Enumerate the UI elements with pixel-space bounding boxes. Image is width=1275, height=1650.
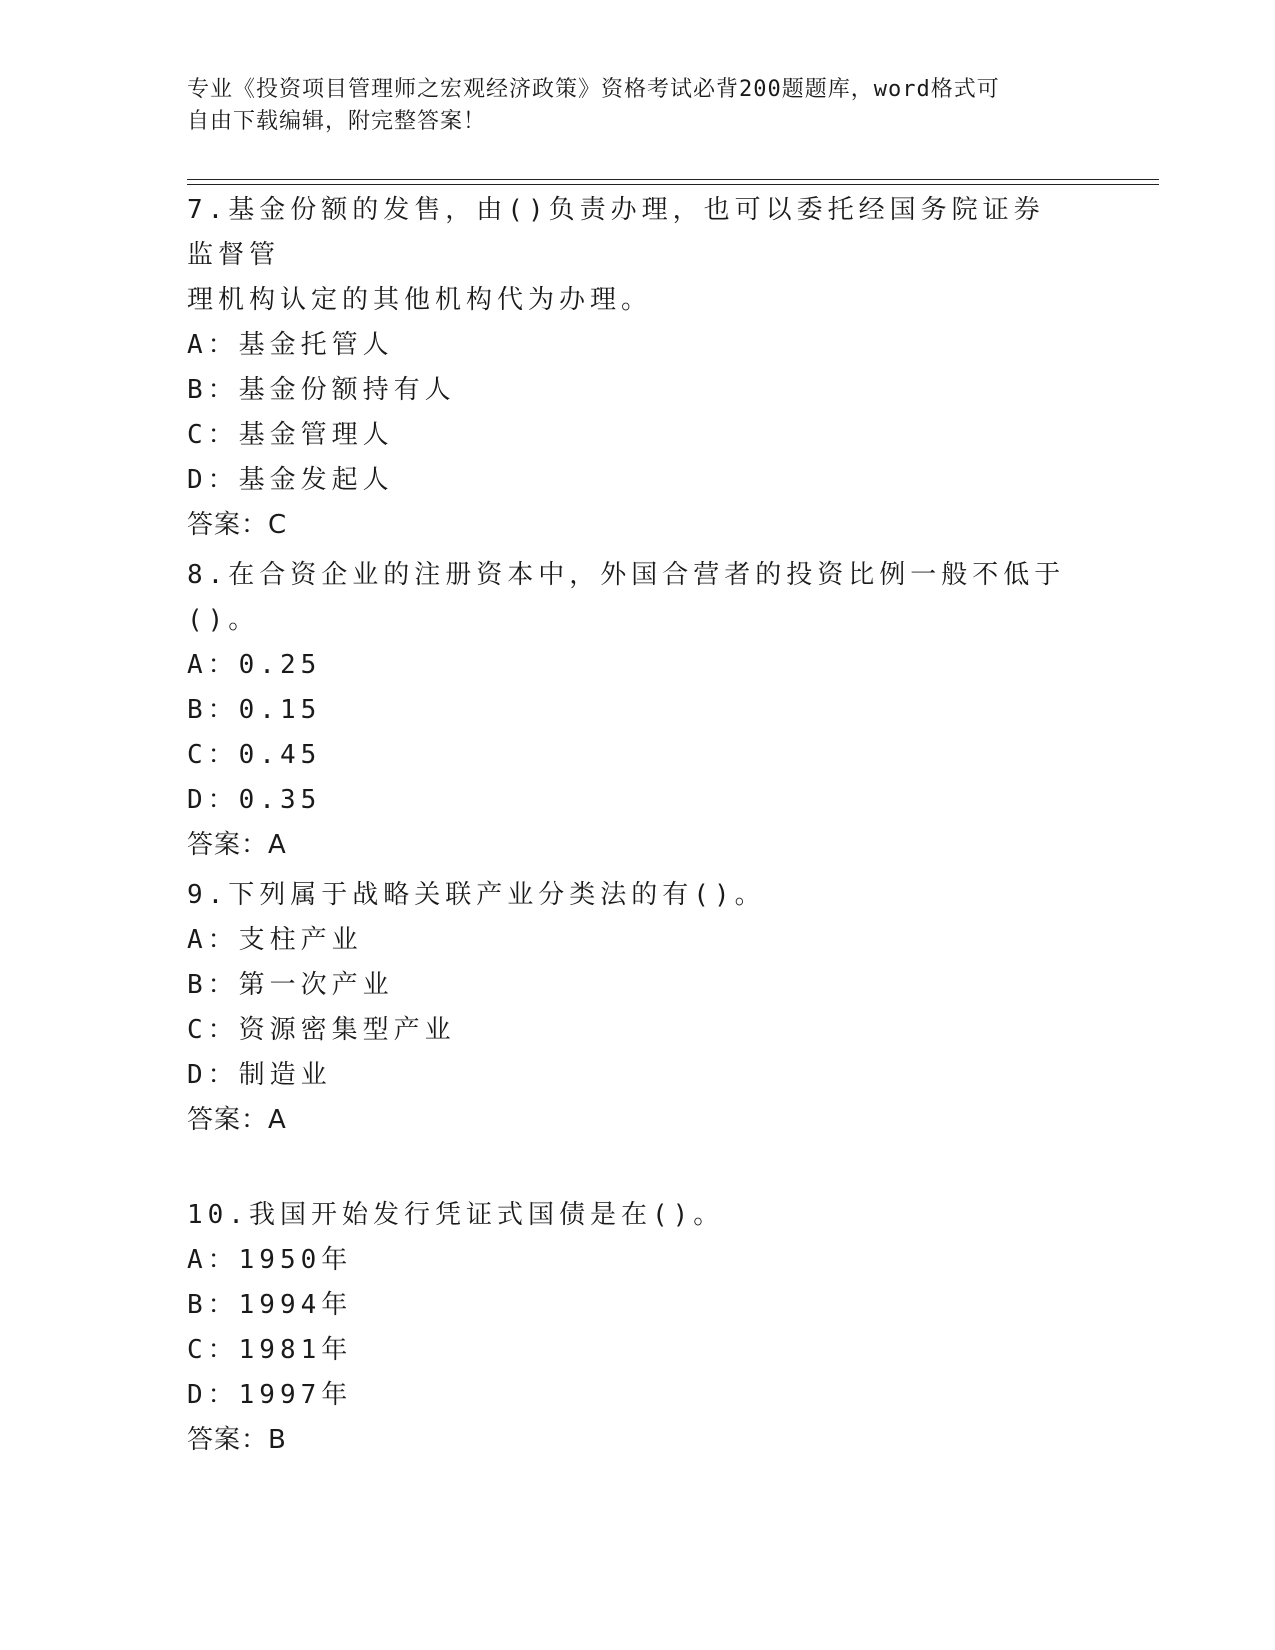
question-stem-line-1: 9.下列属于战略关联产业分类法的有()。 (187, 880, 766, 910)
document-header (187, 74, 1067, 138)
question-7 (187, 188, 1067, 548)
header-line-2: 自由下载编辑，附完整答案！ (187, 109, 487, 134)
question-10 (187, 1193, 1067, 1463)
option-a: A：支柱产业 (187, 925, 363, 955)
option-c: C：0.45 (187, 740, 322, 770)
option-b: B：0.15 (187, 695, 322, 725)
header-divider-bottom (187, 184, 1159, 185)
question-9 (187, 873, 1067, 1143)
answer-line: 答案：A (187, 830, 287, 860)
option-b: B：基金份额持有人 (187, 375, 456, 405)
header-divider-top (187, 179, 1159, 180)
question-stem-line-1: 7.基金份额的发售，由()负责办理，也可以委托经国务院证券监督管 (187, 195, 1045, 270)
answer-line: 答案：A (187, 1105, 287, 1135)
option-c: C：1981年 (187, 1335, 353, 1365)
question-stem-line-1: 8.在合资企业的注册资本中，外国合营者的投资比例一般不低于()。 (187, 560, 1066, 635)
option-a: A：1950年 (187, 1245, 353, 1275)
answer-line: 答案：B (187, 1425, 287, 1455)
option-c: C：资源密集型产业 (187, 1015, 456, 1045)
option-a: A：基金托管人 (187, 330, 394, 360)
option-d: D：0.35 (187, 785, 322, 815)
question-stem-line-2: 理机构认定的其他机构代为办理。 (187, 285, 653, 315)
answer-line: 答案：C (187, 510, 288, 540)
option-b: B：1994年 (187, 1290, 353, 1320)
option-a: A：0.25 (187, 650, 322, 680)
option-c: C：基金管理人 (187, 420, 394, 450)
question-8 (187, 553, 1067, 868)
option-d: D：1997年 (187, 1380, 353, 1410)
option-d: D：制造业 (187, 1060, 332, 1090)
question-stem-line-1: 10.我国开始发行凭证式国债是在()。 (187, 1200, 725, 1230)
option-d: D：基金发起人 (187, 465, 394, 495)
option-b: B：第一次产业 (187, 970, 394, 1000)
header-line-1: 专业《投资项目管理师之宏观经济政策》资格考试必背200题题库，word格式可 (187, 77, 1000, 102)
